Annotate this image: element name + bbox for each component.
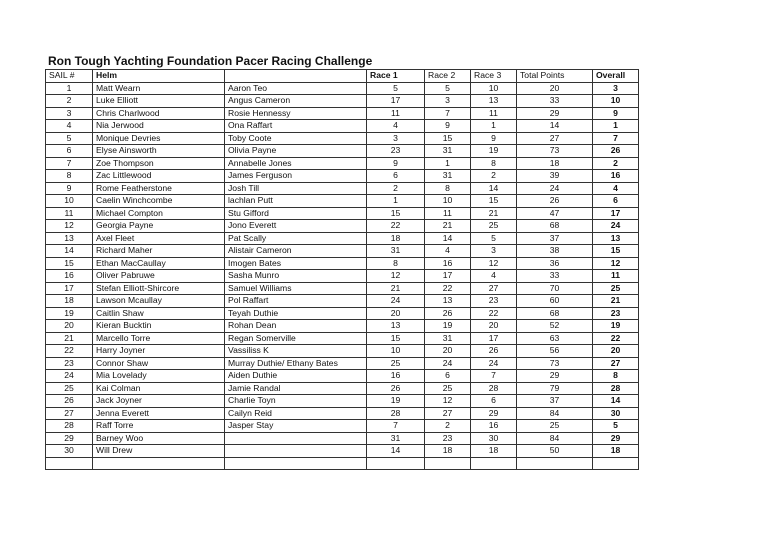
race1-cell: 15 (367, 207, 425, 220)
race1-cell: 12 (367, 270, 425, 283)
sail-cell: 3 (46, 107, 93, 120)
race2-cell: 6 (425, 370, 471, 383)
header-crew (225, 70, 367, 83)
crew-cell: Jono Everett (225, 220, 367, 233)
overall-cell: 10 (593, 95, 639, 108)
race1-cell: 31 (367, 245, 425, 258)
helm-cell: Marcello Torre (93, 332, 225, 345)
helm-cell: Oliver Pabruwe (93, 270, 225, 283)
race3-cell: 2 (471, 170, 517, 183)
helm-cell: Connor Shaw (93, 357, 225, 370)
total-points-cell: 25 (517, 420, 593, 433)
crew-cell: lachlan Putt (225, 195, 367, 208)
total-points-cell: 52 (517, 320, 593, 333)
total-points-cell: 84 (517, 432, 593, 445)
overall-cell: 3 (593, 82, 639, 95)
total-points-cell: 56 (517, 345, 593, 358)
race2-cell: 8 (425, 182, 471, 195)
sheet-title: Ron Tough Yachting Foundation Pacer Racing Challenge (48, 54, 373, 68)
race3-cell: 17 (471, 332, 517, 345)
sail-cell: 28 (46, 420, 93, 433)
race1-cell: 31 (367, 432, 425, 445)
sail-cell: 10 (46, 195, 93, 208)
race1-cell: 25 (367, 357, 425, 370)
helm-cell: Nia Jerwood (93, 120, 225, 133)
race3-cell: 1 (471, 120, 517, 133)
race3-cell: 4 (471, 270, 517, 283)
total-points-cell: 73 (517, 357, 593, 370)
overall-cell: 6 (593, 195, 639, 208)
helm-cell: Luke Elliott (93, 95, 225, 108)
overall-cell: 5 (593, 420, 639, 433)
header-race1: Race 1 (367, 70, 425, 83)
race2-cell: 24 (425, 357, 471, 370)
helm-cell: Jack Joyner (93, 395, 225, 408)
empty-cell (471, 457, 517, 470)
table-row (46, 245, 639, 258)
overall-cell: 9 (593, 107, 639, 120)
crew-cell: Rosie Hennessy (225, 107, 367, 120)
race1-cell: 2 (367, 182, 425, 195)
total-points-cell: 70 (517, 282, 593, 295)
race1-cell: 24 (367, 295, 425, 308)
table-row (46, 207, 639, 220)
helm-cell: Zac Littlewood (93, 170, 225, 183)
race2-cell: 23 (425, 432, 471, 445)
race1-cell: 9 (367, 157, 425, 170)
race2-cell: 11 (425, 207, 471, 220)
table-row (46, 420, 639, 433)
crew-cell: Regan Somerville (225, 332, 367, 345)
race1-cell: 1 (367, 195, 425, 208)
overall-cell: 12 (593, 257, 639, 270)
race1-cell: 28 (367, 407, 425, 420)
table-row (46, 270, 639, 283)
overall-cell: 18 (593, 445, 639, 458)
race3-cell: 28 (471, 382, 517, 395)
sail-cell: 11 (46, 207, 93, 220)
helm-cell: Lawson Mcaullay (93, 295, 225, 308)
race1-cell: 22 (367, 220, 425, 233)
race2-cell: 4 (425, 245, 471, 258)
race2-cell: 21 (425, 220, 471, 233)
table-row (46, 445, 639, 458)
crew-cell: Pat Scally (225, 232, 367, 245)
sail-cell: 4 (46, 120, 93, 133)
race1-cell: 10 (367, 345, 425, 358)
total-points-cell: 24 (517, 182, 593, 195)
race1-cell: 14 (367, 445, 425, 458)
table-row (46, 157, 639, 170)
race3-cell: 18 (471, 445, 517, 458)
race1-cell: 21 (367, 282, 425, 295)
race2-cell: 27 (425, 407, 471, 420)
total-points-cell: 47 (517, 207, 593, 220)
helm-cell: Georgia Payne (93, 220, 225, 233)
table-row (46, 307, 639, 320)
crew-cell: Murray Duthie/ Ethany Bates (225, 357, 367, 370)
race2-cell: 31 (425, 332, 471, 345)
race1-cell: 15 (367, 332, 425, 345)
race1-cell: 6 (367, 170, 425, 183)
total-points-cell: 60 (517, 295, 593, 308)
helm-cell: Mia Lovelady (93, 370, 225, 383)
race1-cell: 20 (367, 307, 425, 320)
overall-cell: 24 (593, 220, 639, 233)
helm-cell: Matt Wearn (93, 82, 225, 95)
overall-cell: 11 (593, 270, 639, 283)
sail-cell: 12 (46, 220, 93, 233)
total-points-cell: 26 (517, 195, 593, 208)
overall-cell: 30 (593, 407, 639, 420)
total-points-cell: 84 (517, 407, 593, 420)
sail-cell: 24 (46, 370, 93, 383)
race3-cell: 16 (471, 420, 517, 433)
helm-cell: Caelin Winchcombe (93, 195, 225, 208)
sail-cell: 27 (46, 407, 93, 420)
table-row (46, 295, 639, 308)
race2-cell: 17 (425, 270, 471, 283)
sail-cell: 6 (46, 145, 93, 158)
total-points-cell: 33 (517, 270, 593, 283)
race3-cell: 11 (471, 107, 517, 120)
race1-cell: 5 (367, 82, 425, 95)
table-row (46, 182, 639, 195)
sail-cell: 5 (46, 132, 93, 145)
overall-cell: 14 (593, 395, 639, 408)
race3-cell: 20 (471, 320, 517, 333)
race3-cell: 25 (471, 220, 517, 233)
crew-cell: Teyah Duthie (225, 307, 367, 320)
race1-cell: 19 (367, 395, 425, 408)
table-row (46, 407, 639, 420)
overall-cell: 4 (593, 182, 639, 195)
empty-cell (425, 457, 471, 470)
sail-cell: 13 (46, 232, 93, 245)
crew-cell: Imogen Bates (225, 257, 367, 270)
table-row (46, 357, 639, 370)
total-points-cell: 73 (517, 145, 593, 158)
total-points-cell: 37 (517, 232, 593, 245)
helm-cell: Caitlin Shaw (93, 307, 225, 320)
sail-cell: 16 (46, 270, 93, 283)
race2-cell: 26 (425, 307, 471, 320)
race1-cell: 16 (367, 370, 425, 383)
race3-cell: 15 (471, 195, 517, 208)
race2-cell: 12 (425, 395, 471, 408)
race1-cell: 4 (367, 120, 425, 133)
race3-cell: 6 (471, 395, 517, 408)
sail-cell: 23 (46, 357, 93, 370)
total-points-cell: 38 (517, 245, 593, 258)
race3-cell: 7 (471, 370, 517, 383)
sail-cell: 15 (46, 257, 93, 270)
crew-cell: Pol Raffart (225, 295, 367, 308)
header-overall: Overall (593, 70, 639, 83)
table-row (46, 320, 639, 333)
total-points-cell: 79 (517, 382, 593, 395)
overall-cell: 16 (593, 170, 639, 183)
sail-cell: 18 (46, 295, 93, 308)
table-row (46, 232, 639, 245)
total-points-cell: 68 (517, 220, 593, 233)
helm-cell: Monique Devries (93, 132, 225, 145)
sail-cell: 25 (46, 382, 93, 395)
helm-cell: Rome Featherstone (93, 182, 225, 195)
race2-cell: 20 (425, 345, 471, 358)
sail-cell: 7 (46, 157, 93, 170)
header-total: Total Points (517, 70, 593, 83)
race2-cell: 18 (425, 445, 471, 458)
sail-cell: 9 (46, 182, 93, 195)
race2-cell: 3 (425, 95, 471, 108)
race3-cell: 8 (471, 157, 517, 170)
crew-cell: Toby Coote (225, 132, 367, 145)
sail-cell: 21 (46, 332, 93, 345)
sail-cell: 26 (46, 395, 93, 408)
race1-cell: 26 (367, 382, 425, 395)
results-table-body (46, 70, 639, 470)
overall-cell: 22 (593, 332, 639, 345)
overall-cell: 23 (593, 307, 639, 320)
overall-cell: 20 (593, 345, 639, 358)
race3-cell: 23 (471, 295, 517, 308)
overall-cell: 1 (593, 120, 639, 133)
overall-cell: 27 (593, 357, 639, 370)
helm-cell: Raff Torre (93, 420, 225, 433)
empty-cell (225, 457, 367, 470)
race2-cell: 9 (425, 120, 471, 133)
crew-cell (225, 445, 367, 458)
race3-cell: 19 (471, 145, 517, 158)
race2-cell: 13 (425, 295, 471, 308)
race1-cell: 23 (367, 145, 425, 158)
table-row (46, 132, 639, 145)
sail-cell: 30 (46, 445, 93, 458)
empty-cell (367, 457, 425, 470)
table-row (46, 257, 639, 270)
table-row (46, 220, 639, 233)
overall-cell: 19 (593, 320, 639, 333)
table-row (46, 382, 639, 395)
sail-cell: 19 (46, 307, 93, 320)
race1-cell: 18 (367, 232, 425, 245)
sail-cell: 22 (46, 345, 93, 358)
race1-cell: 3 (367, 132, 425, 145)
race3-cell: 21 (471, 207, 517, 220)
empty-cell (46, 457, 93, 470)
race1-cell: 8 (367, 257, 425, 270)
race2-cell: 5 (425, 82, 471, 95)
overall-cell: 17 (593, 207, 639, 220)
race1-cell: 17 (367, 95, 425, 108)
table-row (46, 395, 639, 408)
crew-cell: Samuel Williams (225, 282, 367, 295)
race3-cell: 30 (471, 432, 517, 445)
sail-cell: 8 (46, 170, 93, 183)
race2-cell: 22 (425, 282, 471, 295)
crew-cell: Aiden Duthie (225, 370, 367, 383)
race2-cell: 31 (425, 145, 471, 158)
race3-cell: 10 (471, 82, 517, 95)
empty-cell (517, 457, 593, 470)
table-row (46, 120, 639, 133)
table-row (46, 282, 639, 295)
header-helm: Helm (93, 70, 225, 83)
total-points-cell: 27 (517, 132, 593, 145)
overall-cell: 25 (593, 282, 639, 295)
race3-cell: 22 (471, 307, 517, 320)
sail-cell: 29 (46, 432, 93, 445)
helm-cell: Will Drew (93, 445, 225, 458)
results-table (45, 69, 639, 470)
sail-cell: 17 (46, 282, 93, 295)
empty-cell (93, 457, 225, 470)
sail-cell: 20 (46, 320, 93, 333)
table-row (46, 432, 639, 445)
helm-cell: Elyse Ainsworth (93, 145, 225, 158)
race2-cell: 15 (425, 132, 471, 145)
sail-cell: 2 (46, 95, 93, 108)
helm-cell: Stefan Elliott-Shircore (93, 282, 225, 295)
crew-cell: Rohan Dean (225, 320, 367, 333)
race2-cell: 25 (425, 382, 471, 395)
race2-cell: 7 (425, 107, 471, 120)
crew-cell: Jasper Stay (225, 420, 367, 433)
helm-cell: Ethan MacCaullay (93, 257, 225, 270)
header-race3: Race 3 (471, 70, 517, 83)
race3-cell: 29 (471, 407, 517, 420)
helm-cell: Jenna Everett (93, 407, 225, 420)
crew-cell: James Ferguson (225, 170, 367, 183)
total-points-cell: 36 (517, 257, 593, 270)
race3-cell: 14 (471, 182, 517, 195)
helm-cell: Harry Joyner (93, 345, 225, 358)
crew-cell: Olivia Payne (225, 145, 367, 158)
table-row (46, 370, 639, 383)
table-row (46, 170, 639, 183)
crew-cell: Stu Gifford (225, 207, 367, 220)
race3-cell: 13 (471, 95, 517, 108)
total-points-cell: 29 (517, 370, 593, 383)
header-sail: SAIL # (46, 70, 93, 83)
race2-cell: 1 (425, 157, 471, 170)
crew-cell: Angus Cameron (225, 95, 367, 108)
crew-cell: Aaron Teo (225, 82, 367, 95)
total-points-cell: 50 (517, 445, 593, 458)
race3-cell: 9 (471, 132, 517, 145)
helm-cell: Barney Woo (93, 432, 225, 445)
helm-cell: Kieran Bucktin (93, 320, 225, 333)
crew-cell: Cailyn Reid (225, 407, 367, 420)
header-race2: Race 2 (425, 70, 471, 83)
total-points-cell: 14 (517, 120, 593, 133)
empty-row (46, 457, 639, 470)
total-points-cell: 33 (517, 95, 593, 108)
overall-cell: 8 (593, 370, 639, 383)
race1-cell: 7 (367, 420, 425, 433)
helm-cell: Zoe Thompson (93, 157, 225, 170)
table-row (46, 195, 639, 208)
empty-cell (593, 457, 639, 470)
table-row (46, 345, 639, 358)
total-points-cell: 63 (517, 332, 593, 345)
table-row (46, 332, 639, 345)
crew-cell: Alistair Cameron (225, 245, 367, 258)
total-points-cell: 37 (517, 395, 593, 408)
crew-cell: Charlie Toyn (225, 395, 367, 408)
overall-cell: 15 (593, 245, 639, 258)
overall-cell: 29 (593, 432, 639, 445)
race2-cell: 16 (425, 257, 471, 270)
overall-cell: 28 (593, 382, 639, 395)
table-row (46, 95, 639, 108)
race3-cell: 26 (471, 345, 517, 358)
sail-cell: 14 (46, 245, 93, 258)
race3-cell: 5 (471, 232, 517, 245)
crew-cell (225, 432, 367, 445)
total-points-cell: 20 (517, 82, 593, 95)
crew-cell: Sasha Munro (225, 270, 367, 283)
header-row (46, 70, 639, 83)
race2-cell: 31 (425, 170, 471, 183)
race3-cell: 12 (471, 257, 517, 270)
overall-cell: 13 (593, 232, 639, 245)
total-points-cell: 18 (517, 157, 593, 170)
race2-cell: 19 (425, 320, 471, 333)
crew-cell: Vassiliss K (225, 345, 367, 358)
overall-cell: 2 (593, 157, 639, 170)
crew-cell: Jamie Randal (225, 382, 367, 395)
helm-cell: Michael Compton (93, 207, 225, 220)
crew-cell: Annabelle Jones (225, 157, 367, 170)
overall-cell: 7 (593, 132, 639, 145)
race2-cell: 14 (425, 232, 471, 245)
crew-cell: Josh Till (225, 182, 367, 195)
race3-cell: 3 (471, 245, 517, 258)
helm-cell: Chris Charlwood (93, 107, 225, 120)
table-row (46, 145, 639, 158)
overall-cell: 26 (593, 145, 639, 158)
sail-cell: 1 (46, 82, 93, 95)
race2-cell: 10 (425, 195, 471, 208)
total-points-cell: 39 (517, 170, 593, 183)
crew-cell: Ona Raffart (225, 120, 367, 133)
table-row (46, 107, 639, 120)
race3-cell: 24 (471, 357, 517, 370)
total-points-cell: 29 (517, 107, 593, 120)
helm-cell: Axel Fleet (93, 232, 225, 245)
helm-cell: Richard Maher (93, 245, 225, 258)
helm-cell: Kai Colman (93, 382, 225, 395)
race1-cell: 13 (367, 320, 425, 333)
table-row (46, 82, 639, 95)
total-points-cell: 68 (517, 307, 593, 320)
race2-cell: 2 (425, 420, 471, 433)
race1-cell: 11 (367, 107, 425, 120)
overall-cell: 21 (593, 295, 639, 308)
race3-cell: 27 (471, 282, 517, 295)
